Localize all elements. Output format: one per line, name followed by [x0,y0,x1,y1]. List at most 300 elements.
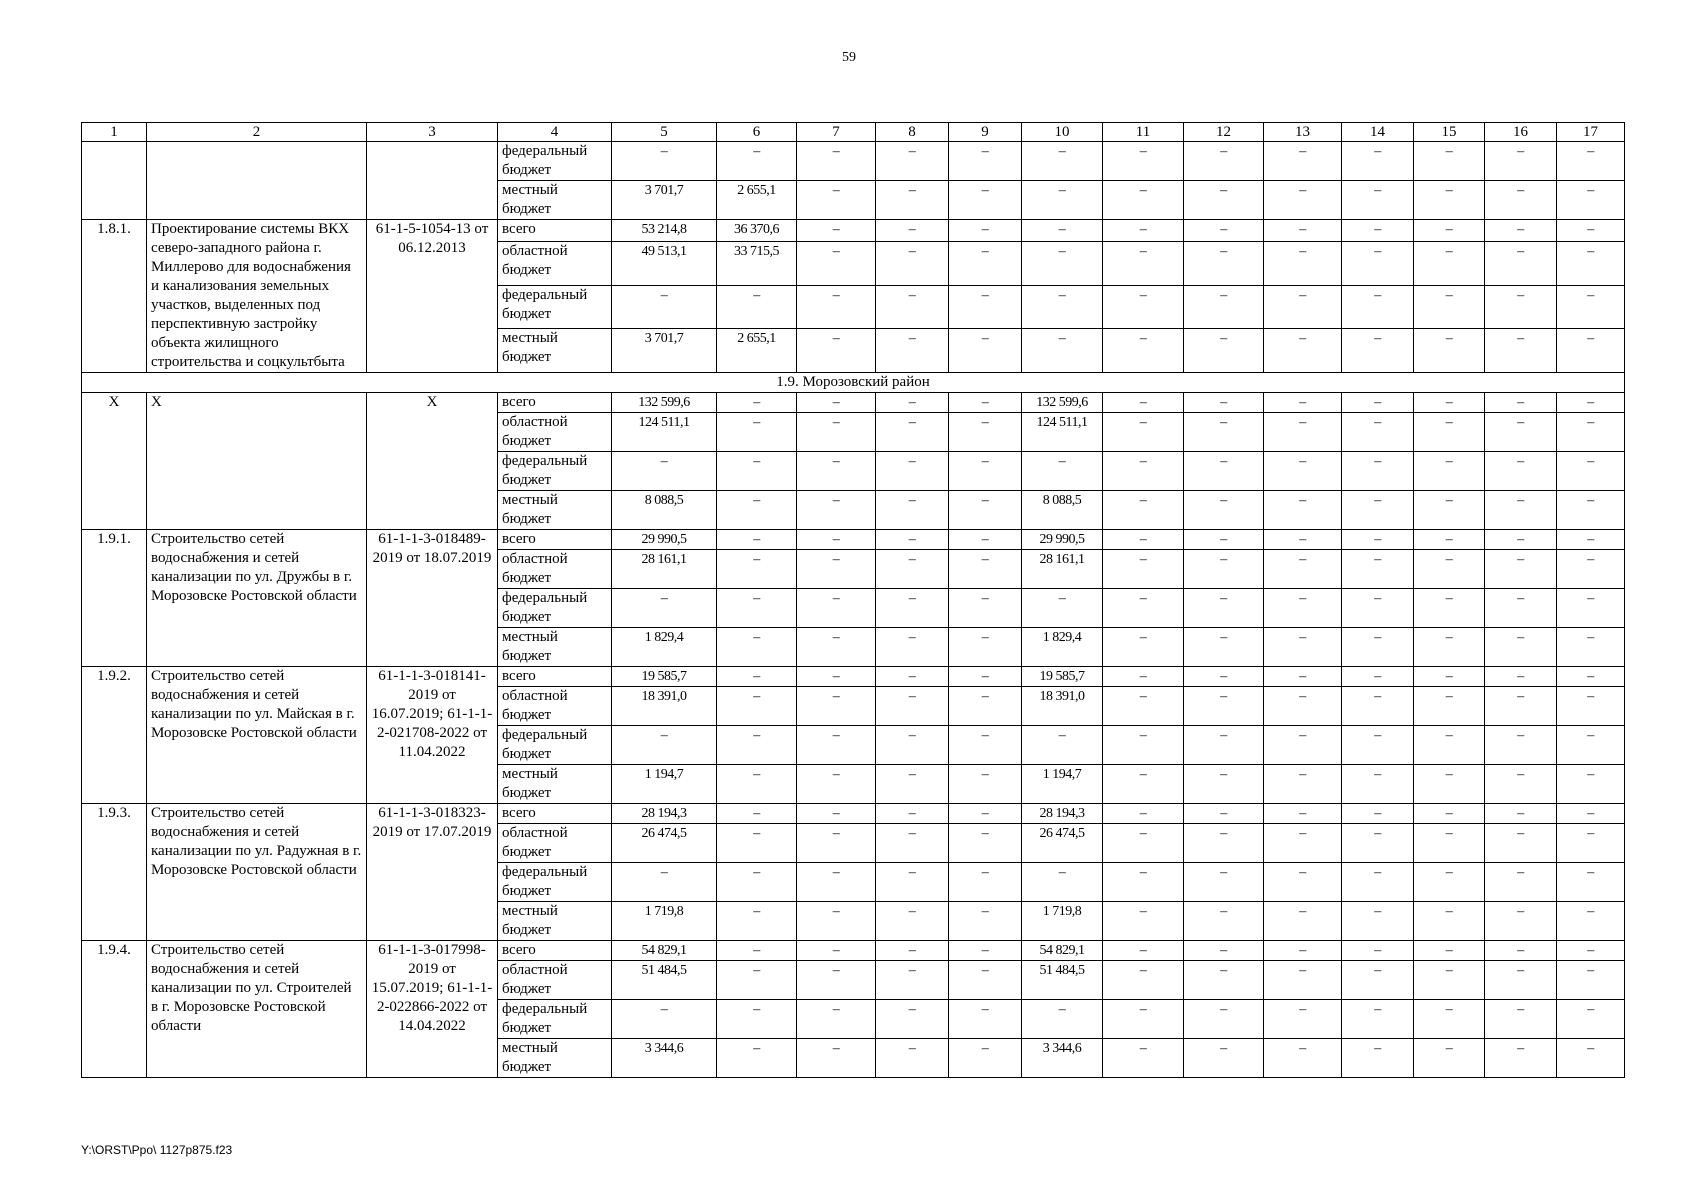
value-cell: – [1414,628,1485,667]
value-cell: – [1342,142,1414,181]
value-cell: – [876,452,949,491]
value-cell: – [1184,285,1264,329]
value-cell: – [1414,285,1485,329]
value-cell: – [717,142,797,181]
value-cell: – [1103,452,1184,491]
value-cell: – [1264,589,1342,628]
funding-source: федеральный бюджет [498,1000,612,1039]
page-number: 59 [842,50,856,65]
value-cell: – [797,863,876,902]
value-cell: 18 391,0 [1022,687,1103,726]
value-cell: – [876,589,949,628]
column-header: 7 [797,123,876,142]
value-cell: – [1103,413,1184,452]
value-cell: – [1485,452,1557,491]
value-cell: – [876,329,949,373]
value-cell: – [1184,530,1264,550]
value-cell: – [1184,589,1264,628]
value-cell: – [612,452,717,491]
column-header: 8 [876,123,949,142]
value-cell: 2 655,1 [717,329,797,373]
funding-source: всего [498,393,612,413]
section-title: 1.9. Морозовский район [82,373,1625,393]
value-cell: – [1264,902,1342,941]
value-cell: 51 484,5 [1022,961,1103,1000]
value-cell: – [717,550,797,589]
value-cell: – [797,804,876,824]
funding-source: местный бюджет [498,765,612,804]
value-cell: – [1184,667,1264,687]
value-cell: – [876,491,949,530]
value-cell: – [1264,961,1342,1000]
value-cell: – [876,550,949,589]
value-cell: – [1184,961,1264,1000]
value-cell: – [1184,413,1264,452]
funding-source: местный бюджет [498,181,612,220]
value-cell: – [1264,687,1342,726]
table-row [82,804,1625,824]
value-cell: – [1022,863,1103,902]
item-document: Х [367,393,498,530]
value-cell: – [1103,491,1184,530]
value-cell: – [949,824,1022,863]
value-cell: – [876,1000,949,1039]
column-header: 6 [717,123,797,142]
value-cell: – [1485,550,1557,589]
value-cell: 1 829,4 [612,628,717,667]
funding-source: федеральный бюджет [498,863,612,902]
value-cell: – [1264,726,1342,765]
value-cell: 132 599,6 [612,393,717,413]
value-cell: – [876,667,949,687]
item-name: Проектирование системы ВКХ северо-западного района г. Миллерово для водоснабжения и канализования земельных участков, выделенных под перспективную застройку объекта жилищного строительства и соцкультбыта [147,220,367,373]
value-cell: – [1022,1000,1103,1039]
value-cell: – [1557,550,1625,589]
funding-source: местный бюджет [498,491,612,530]
value-cell: – [1103,941,1184,961]
file-path-footer: Y:\ORST\Ppo\ 1127p875.f23 [81,1143,233,1157]
budget-table [81,122,1625,1078]
value-cell: – [1485,1039,1557,1078]
value-cell: – [612,589,717,628]
value-cell: – [1342,393,1414,413]
value-cell: – [1103,589,1184,628]
column-header: 2 [147,123,367,142]
value-cell: – [1103,393,1184,413]
value-cell: – [1557,530,1625,550]
funding-source: областной бюджет [498,961,612,1000]
funding-source: федеральный бюджет [498,142,612,181]
value-cell: – [1264,491,1342,530]
value-cell: – [876,804,949,824]
value-cell: – [1485,902,1557,941]
value-cell: 124 511,1 [612,413,717,452]
value-cell: – [612,285,717,329]
column-header: 15 [1414,123,1485,142]
value-cell: 1 194,7 [612,765,717,804]
value-cell: 3 344,6 [612,1039,717,1078]
value-cell: 36 370,6 [717,220,797,242]
value-cell: – [1414,824,1485,863]
value-cell: – [1022,452,1103,491]
value-cell: – [1264,667,1342,687]
value-cell: – [1557,667,1625,687]
column-header: 17 [1557,123,1625,142]
item-document [367,142,498,220]
value-cell: – [949,530,1022,550]
item-document: 61-1-1-3-018489-2019 от 18.07.2019 [367,530,498,667]
value-cell: – [1264,863,1342,902]
value-cell: – [949,1039,1022,1078]
value-cell: – [717,687,797,726]
value-cell: – [1557,628,1625,667]
column-header: 1 [82,123,147,142]
value-cell: – [1557,413,1625,452]
value-cell: 51 484,5 [612,961,717,1000]
value-cell: – [876,530,949,550]
value-cell: – [876,413,949,452]
value-cell: – [1184,491,1264,530]
value-cell: – [1485,726,1557,765]
item-document: 61-1-1-3-018141-2019 от 16.07.2019; 61-1-1-2-021708-2022 от 11.04.2022 [367,667,498,804]
value-cell: – [1264,550,1342,589]
value-cell: – [949,726,1022,765]
value-cell: – [1103,667,1184,687]
value-cell: – [1342,824,1414,863]
value-cell: – [1557,687,1625,726]
value-cell: – [1184,242,1264,286]
value-cell: – [1485,941,1557,961]
value-cell: – [717,804,797,824]
funding-source: федеральный бюджет [498,285,612,329]
value-cell: 1 719,8 [1022,902,1103,941]
value-cell: – [1342,550,1414,589]
funding-source: всего [498,667,612,687]
value-cell: – [1184,329,1264,373]
value-cell: 19 585,7 [612,667,717,687]
value-cell: – [1342,804,1414,824]
value-cell: – [612,726,717,765]
value-cell: – [1485,765,1557,804]
value-cell: – [1103,863,1184,902]
value-cell: – [1414,1039,1485,1078]
header-row [82,123,1625,142]
value-cell: – [717,285,797,329]
value-cell: – [1485,491,1557,530]
value-cell: – [1264,824,1342,863]
value-cell: – [949,765,1022,804]
value-cell: – [1342,765,1414,804]
value-cell: – [1103,550,1184,589]
value-cell: – [797,285,876,329]
funding-source: федеральный бюджет [498,589,612,628]
value-cell: 1 829,4 [1022,628,1103,667]
value-cell: – [1557,242,1625,286]
value-cell: 29 990,5 [612,530,717,550]
value-cell: – [1264,242,1342,286]
value-cell: – [1557,863,1625,902]
value-cell: 2 655,1 [717,181,797,220]
item-number: 1.8.1. [82,220,147,373]
value-cell: – [1103,824,1184,863]
value-cell: – [1022,242,1103,286]
value-cell: – [1557,220,1625,242]
value-cell: – [876,220,949,242]
value-cell: – [1264,1039,1342,1078]
value-cell: – [1264,285,1342,329]
value-cell: – [1485,393,1557,413]
value-cell: – [1414,550,1485,589]
value-cell: – [1184,726,1264,765]
value-cell: – [1103,242,1184,286]
value-cell: – [1485,1000,1557,1039]
value-cell: – [717,491,797,530]
item-name: Строительство сетей водоснабжения и сетей канализации по ул. Майская в г. Морозовске Ростовской области [147,667,367,804]
value-cell: – [797,1039,876,1078]
column-header: 3 [367,123,498,142]
value-cell: – [949,667,1022,687]
value-cell: – [1485,220,1557,242]
value-cell: – [1557,1039,1625,1078]
value-cell: – [1557,961,1625,1000]
value-cell: – [797,329,876,373]
column-header: 11 [1103,123,1184,142]
item-name: Строительство сетей водоснабжения и сетей канализации по ул. Строителей в г. Морозовске Ростовской области [147,941,367,1078]
value-cell: – [717,393,797,413]
value-cell: – [1264,413,1342,452]
value-cell: – [1414,413,1485,452]
value-cell: – [717,1000,797,1039]
value-cell: – [876,393,949,413]
value-cell: – [1414,220,1485,242]
value-cell: – [797,824,876,863]
value-cell: – [949,961,1022,1000]
item-number [82,142,147,220]
value-cell: – [876,687,949,726]
value-cell: 28 194,3 [612,804,717,824]
value-cell: – [876,242,949,286]
value-cell: – [949,941,1022,961]
item-document: 61-1-5-1054-13 от 06.12.2013 [367,220,498,373]
value-cell: – [949,285,1022,329]
value-cell: – [1557,142,1625,181]
value-cell: – [1414,452,1485,491]
value-cell: – [1557,589,1625,628]
value-cell: – [949,181,1022,220]
value-cell: – [1414,181,1485,220]
value-cell: 19 585,7 [1022,667,1103,687]
value-cell: – [1342,628,1414,667]
value-cell: – [1022,329,1103,373]
value-cell: – [1022,589,1103,628]
value-cell: 132 599,6 [1022,393,1103,413]
value-cell: – [797,765,876,804]
value-cell: – [1414,804,1485,824]
value-cell: – [1485,804,1557,824]
value-cell: – [949,242,1022,286]
value-cell: – [717,530,797,550]
value-cell: 18 391,0 [612,687,717,726]
value-cell: – [949,452,1022,491]
funding-source: всего [498,804,612,824]
value-cell: – [1342,589,1414,628]
funding-source: областной бюджет [498,413,612,452]
value-cell: – [1414,902,1485,941]
value-cell: – [797,726,876,765]
value-cell: – [797,941,876,961]
value-cell: – [876,863,949,902]
value-cell: – [717,589,797,628]
value-cell: – [797,491,876,530]
table-row [82,142,1625,181]
value-cell: – [1342,726,1414,765]
value-cell: – [1414,1000,1485,1039]
value-cell: – [1342,1039,1414,1078]
value-cell: – [797,667,876,687]
value-cell: – [1264,452,1342,491]
value-cell: – [1485,961,1557,1000]
value-cell: – [1264,628,1342,667]
value-cell: – [1103,726,1184,765]
value-cell: – [797,393,876,413]
value-cell: – [1557,824,1625,863]
value-cell: – [797,452,876,491]
funding-source: местный бюджет [498,628,612,667]
value-cell: 53 214,8 [612,220,717,242]
value-cell: – [1557,804,1625,824]
value-cell: – [1184,393,1264,413]
value-cell: 1 719,8 [612,902,717,941]
section-row [82,373,1625,393]
value-cell: 3 701,7 [612,181,717,220]
value-cell: – [1103,181,1184,220]
value-cell: – [1342,667,1414,687]
value-cell: 33 715,5 [717,242,797,286]
value-cell: – [1264,393,1342,413]
value-cell: – [797,687,876,726]
value-cell: – [1342,687,1414,726]
value-cell: – [1103,530,1184,550]
value-cell: – [949,628,1022,667]
value-cell: – [949,220,1022,242]
value-cell: – [1414,142,1485,181]
value-cell: – [1485,142,1557,181]
value-cell: – [1103,961,1184,1000]
value-cell: – [717,452,797,491]
value-cell: 1 194,7 [1022,765,1103,804]
value-cell: – [1414,393,1485,413]
value-cell: – [876,941,949,961]
value-cell: – [949,550,1022,589]
funding-source: областной бюджет [498,550,612,589]
funding-source: всего [498,220,612,242]
value-cell: – [1103,220,1184,242]
value-cell: – [797,413,876,452]
value-cell: 28 194,3 [1022,804,1103,824]
value-cell: – [1264,804,1342,824]
value-cell: – [949,491,1022,530]
value-cell: – [1184,902,1264,941]
value-cell: – [797,589,876,628]
value-cell: – [1103,285,1184,329]
value-cell: – [876,1039,949,1078]
value-cell: – [1485,329,1557,373]
value-cell: – [1557,329,1625,373]
value-cell: – [1184,863,1264,902]
value-cell: – [876,726,949,765]
column-header: 14 [1342,123,1414,142]
value-cell: – [1184,628,1264,667]
value-cell: – [1485,863,1557,902]
value-cell: 8 088,5 [1022,491,1103,530]
value-cell: – [949,804,1022,824]
funding-source: местный бюджет [498,902,612,941]
value-cell: – [1485,824,1557,863]
table-row [82,667,1625,687]
value-cell: – [1184,941,1264,961]
value-cell: – [1485,181,1557,220]
value-cell: – [1342,413,1414,452]
value-cell: – [1184,765,1264,804]
item-number: 1.9.4. [82,941,147,1078]
value-cell: – [1184,452,1264,491]
value-cell: – [1264,142,1342,181]
value-cell: – [1557,452,1625,491]
value-cell: – [797,142,876,181]
value-cell: – [1414,941,1485,961]
table-row [82,393,1625,413]
item-name: Строительство сетей водоснабжения и сетей канализации по ул. Радужная в г. Морозовске Ростовской области [147,804,367,941]
value-cell: – [1557,491,1625,530]
value-cell: – [1184,142,1264,181]
item-name: Строительство сетей водоснабжения и сетей канализации по ул. Дружбы в г. Морозовске Ростовской области [147,530,367,667]
value-cell: – [1103,142,1184,181]
value-cell: – [1557,1000,1625,1039]
value-cell: – [949,329,1022,373]
item-number: 1.9.1. [82,530,147,667]
value-cell: – [1264,530,1342,550]
funding-source: местный бюджет [498,1039,612,1078]
value-cell: – [797,242,876,286]
value-cell: – [1264,941,1342,961]
value-cell: – [1022,142,1103,181]
value-cell: 54 829,1 [612,941,717,961]
item-number: 1.9.3. [82,804,147,941]
table-row [82,220,1625,242]
value-cell: – [1414,726,1485,765]
column-header: 13 [1264,123,1342,142]
value-cell: – [1264,220,1342,242]
value-cell: – [1342,961,1414,1000]
value-cell: – [1342,1000,1414,1039]
funding-source: федеральный бюджет [498,726,612,765]
value-cell: – [1414,667,1485,687]
value-cell: – [876,181,949,220]
funding-source: областной бюджет [498,824,612,863]
value-cell: – [1557,285,1625,329]
value-cell: 49 513,1 [612,242,717,286]
item-number: 1.9.2. [82,667,147,804]
value-cell: – [1414,242,1485,286]
value-cell: – [1264,1000,1342,1039]
value-cell: 3 701,7 [612,329,717,373]
value-cell: – [1022,220,1103,242]
value-cell: – [1184,804,1264,824]
value-cell: – [1557,726,1625,765]
value-cell: – [876,765,949,804]
value-cell: – [797,220,876,242]
value-cell: – [797,961,876,1000]
